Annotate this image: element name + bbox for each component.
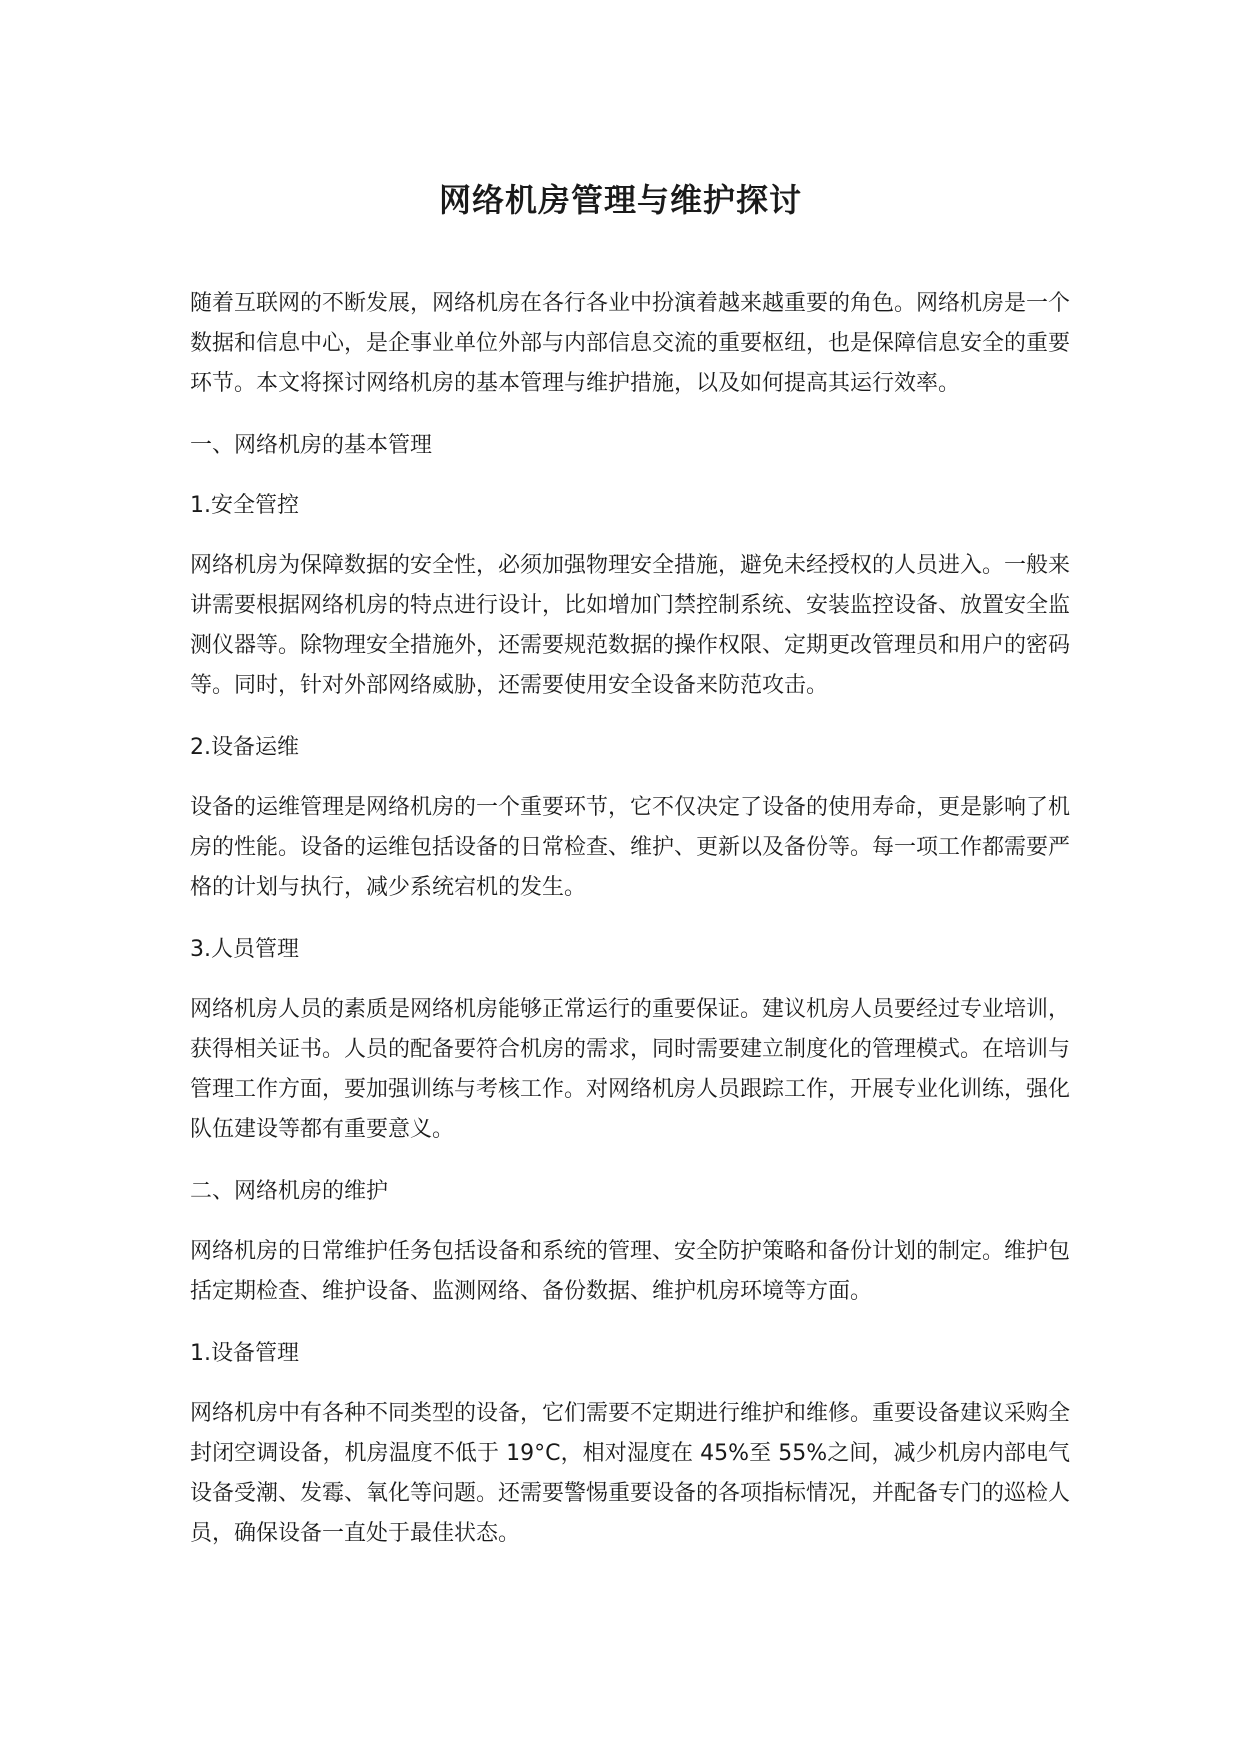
document-body <box>190 284 1070 1576</box>
section-heading-basic-management: 一、网络机房的基本管理 <box>190 433 433 458</box>
personnel-paragraph: 网络机房人员的素质是网络机房能够正常运行的重要保证。建议机房人员要经过专业培训，获得相关证书。人员的配备要符合机房的需求，同时需要建立制度化的管理模式。在培训与管理工作方面，要加强训练与考核工作。对网络机房人员跟踪工作，开展专业化训练，强化队伍建设等都有重要意义。 <box>190 997 1071 1142</box>
device-management-paragraph: 网络机房中有各种不同类型的设备，它们需要不定期进行维护和维修。重要设备建议采购全封闭空调设备，机房温度不低于 19°C，相对湿度在 45%至 55%之间，减少机房内部电气设备受潮、发霉、氧化等问题。还需要警惕重要设备的各项指标情况，并配备专门的巡检人员，确保设备一直处于最佳状态。 <box>190 1401 1071 1546</box>
equipment-ops-paragraph: 设备的运维管理是网络机房的一个重要环节，它不仅决定了设备的使用寿命，更是影响了机房的性能。设备的运维包括设备的日常检查、维护、更新以及备份等。每一项工作都需要严格的计划与执行，减少系统宕机的发生。 <box>190 795 1071 900</box>
subsection-heading-security: 1.安全管控 <box>190 493 299 518</box>
subsection-heading-equipment-ops: 2.设备运维 <box>190 735 299 760</box>
section-heading-maintenance: 二、网络机房的维护 <box>190 1179 389 1204</box>
document-title: 网络机房管理与维护探讨 <box>438 181 802 219</box>
subsection-heading-device-management: 1.设备管理 <box>190 1341 299 1366</box>
subsection-heading-personnel: 3.人员管理 <box>190 937 299 962</box>
security-paragraph: 网络机房为保障数据的安全性，必须加强物理安全措施，避免未经授权的人员进入。一般来讲需要根据网络机房的特点进行设计，比如增加门禁控制系统、安装监控设备、放置安全监测仪器等。除物理安全措施外，还需要规范数据的操作权限、定期更改管理员和用户的密码等。同时，针对外部网络威胁，还需要使用安全设备来防范攻击。 <box>190 553 1071 698</box>
intro-paragraph: 随着互联网的不断发展，网络机房在各行各业中扮演着越来越重要的角色。网络机房是一个数据和信息中心，是企事业单位外部与内部信息交流的重要枢纽，也是保障信息安全的重要环节。本文将探讨网络机房的基本管理与维护措施，以及如何提高其运行效率。 <box>190 291 1071 396</box>
maintenance-paragraph: 网络机房的日常维护任务包括设备和系统的管理、安全防护策略和备份计划的制定。维护包括定期检查、维护设备、监测网络、备份数据、维护机房环境等方面。 <box>190 1239 1071 1304</box>
